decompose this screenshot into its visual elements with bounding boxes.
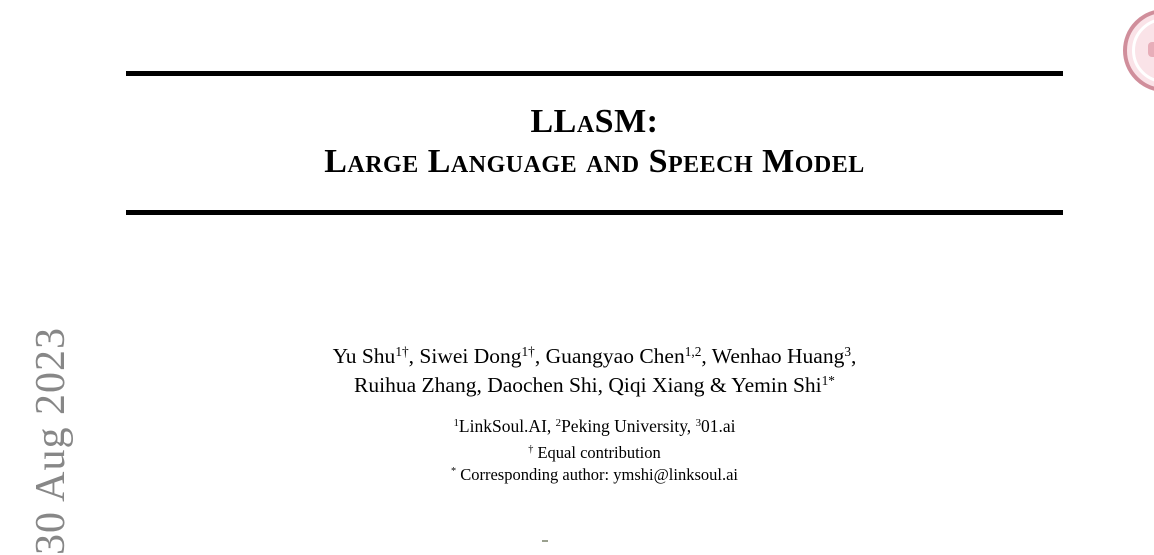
equal-contribution-note: † Equal contribution — [528, 443, 661, 462]
arxiv-date-watermark: 30 Aug 2023 — [28, 326, 74, 555]
cursor-highlight-circle — [1123, 9, 1154, 92]
authors-line-1: Yu Shu$^{1\dagger}$, Siwei Dong$^{1\dagger}$, Guangyao Chen$^{1,2}$, Wenhao Huang$^3$, — [332, 343, 857, 368]
corresponding-author-note: * Corresponding author: ymshi@linksoul.ai — [450, 464, 739, 484]
paper-title-line1: LLaSM: — [530, 103, 659, 140]
title-rule-bottom — [126, 210, 1063, 215]
authors-line-2: Ruihua Zhang, Daochen Shi, Qiqi Xiang & Yemin Shi$^{1*}$ — [354, 372, 835, 397]
title-rule-top — [126, 71, 1063, 76]
author-list — [126, 343, 1063, 401]
cutoff-content-mark — [542, 540, 548, 542]
paper-title-line2: Large Language and Speech Model — [324, 143, 865, 180]
affiliations-line: $^1$LinkSoul.AI, $^2$Peking University, $^3$01.ai — [453, 416, 736, 436]
title-footnotes — [126, 444, 1063, 487]
paper-title — [126, 102, 1063, 182]
cursor-highlight-dot — [1148, 42, 1154, 57]
